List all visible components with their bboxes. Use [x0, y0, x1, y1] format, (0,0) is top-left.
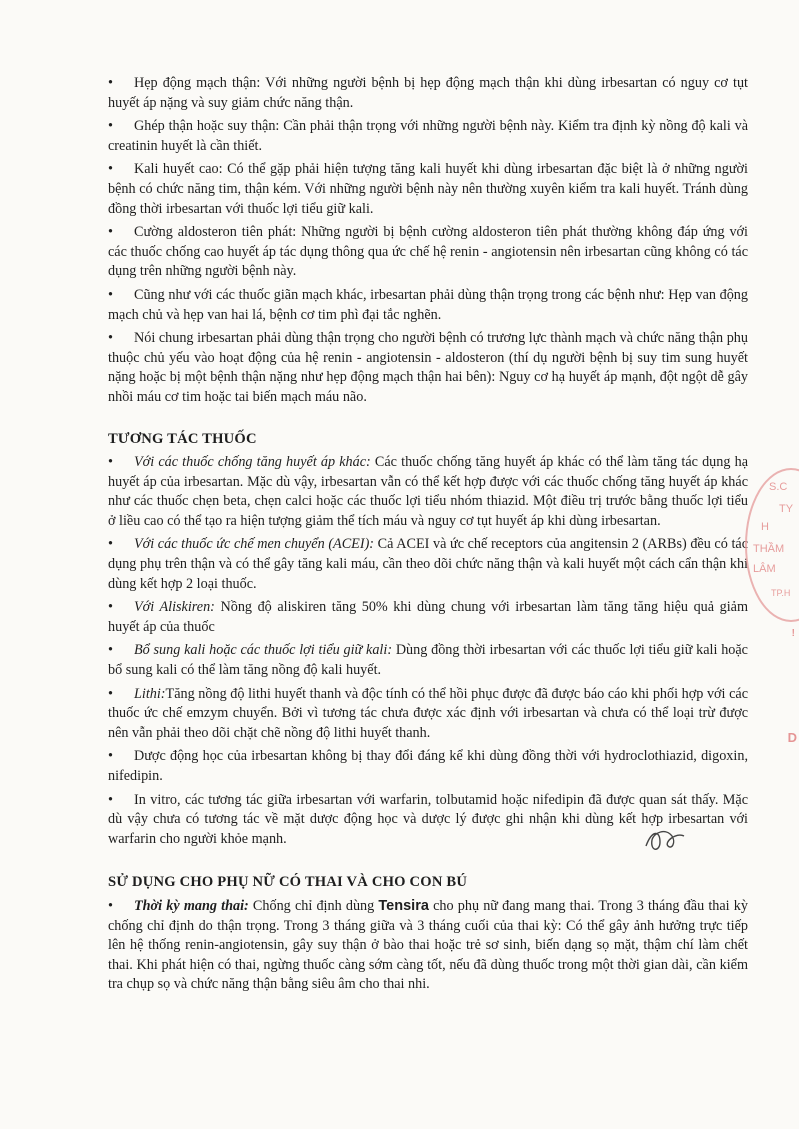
interaction-text: Dùng đồng thời irbesartan với các thuốc lợi tiểu giữ kali hoặc bổ sung kali có thể làm tăng nồng độ kali huyết.	[108, 642, 748, 679]
bullet-mark: •	[108, 536, 113, 553]
bullet-mark: •	[108, 642, 113, 659]
stamp-fragment: !	[791, 628, 795, 639]
bullet-mark: •	[108, 791, 113, 808]
bullet-mark: •	[108, 75, 113, 91]
bullet-mark: •	[108, 599, 113, 616]
precaution-text: Nói chung irbesartan phải dùng thận trọng cho người bệnh có trương lực thành mạch và chức năng thận phụ thuộc chủ yếu vào hoạt động của hệ renin - angiotensin - aldosteron (thí dụ người bệnh bị suy tim sung huyết nặng hoặc bị một bệnh thận nặng như hẹp động mạch thận hai bên): Nguy cơ hạ huyết áp mạnh, đột ngột dễ gây nhồi máu cơ tim hoặc tai biến mạch máu não.	[108, 330, 748, 405]
interaction-text: Nồng độ aliskiren tăng 50% khi dùng chung với irbesartan làm tăng tăng hiệu quả giảm huyết áp của thuốc	[108, 599, 749, 635]
precautions-list	[108, 74, 748, 408]
pregnancy-lead: Thời kỳ mang thai:	[134, 897, 249, 914]
precaution-item	[108, 223, 748, 282]
interaction-item	[108, 598, 748, 637]
precaution-item	[108, 160, 748, 219]
bullet-mark: •	[108, 685, 113, 702]
bullet-mark: •	[108, 161, 113, 178]
interaction-lead: Lithi:	[134, 685, 166, 702]
interaction-lead: Bổ sung kali hoặc các thuốc lợi tiểu giữ kali:	[134, 642, 393, 659]
section-heading-interactions: TƯƠNG TÁC THUỐC	[108, 430, 257, 447]
interaction-lead: Với các thuốc ức chế men chuyển (ACEI):	[134, 536, 375, 553]
section-heading-pregnancy: SỬ DỤNG CHO PHỤ NỮ CÓ THAI VÀ CHO CON BÚ	[108, 874, 468, 891]
handwritten-mark	[642, 826, 692, 856]
bullet-mark: •	[108, 224, 113, 241]
interaction-item	[108, 641, 748, 680]
document-page	[108, 74, 748, 999]
interaction-text: Tăng nồng độ lithi huyết thanh và độc tính có thể hồi phục được đã được báo cáo khi phối hợp với các thuốc ức chế emzym chuyển. Bởi vì tương tác chưa được xác định với irbesartan và chưa có thể loại trừ được nên vẫn phải theo dõi chặt chẽ nồng độ lithi huyết thanh.	[108, 685, 748, 741]
stamp-line: TP.H	[771, 588, 791, 598]
precaution-item	[108, 117, 748, 156]
precaution-text: Ghép thận hoặc suy thận: Cần phải thận trọng với những người bệnh này. Kiểm tra định kỳ nồng độ kali và creatinin huyết là cần thiết.	[108, 118, 748, 154]
bullet-mark: •	[108, 330, 113, 347]
bullet-mark: •	[108, 748, 113, 765]
bullet-mark: •	[108, 286, 113, 303]
stamp-line: THẦM	[753, 543, 785, 555]
bullet-mark: •	[108, 118, 113, 135]
bullet-mark: •	[108, 897, 113, 914]
interaction-text: Dược động học của irbesartan không bị thay đổi đáng kể khi dùng đồng thời với hydroclothiazid, digoxin, nifedipin.	[108, 748, 748, 784]
stamp-line: LÂM	[753, 563, 776, 575]
pregnancy-text-before: Chống chỉ định dùng	[248, 897, 379, 914]
stamp-line: H	[761, 521, 769, 533]
precaution-text: Kali huyết cao: Có thể gặp phải hiện tượng tăng kali huyết khi dùng irbesartan đặc biệt là ở những người bệnh có chức năng tim, thận kém. Với những người bệnh này nên thường xuyên kiểm tra kali huyết. Tránh dùng đồng thời irbesartan với thuốc lợi tiểu giữ kali.	[108, 161, 748, 217]
stamp-line: S.C	[769, 481, 788, 493]
stamp-fragment: D	[787, 730, 797, 745]
interaction-item	[108, 685, 748, 744]
interaction-item	[108, 453, 748, 531]
precaution-text: Cường aldosteron tiên phát: Những người bị bệnh cường aldosteron tiên phát thường không đáp ứng với các thuốc chống cao huyết áp tác dụng thông qua ức chế hệ renin - angiotensin nên irbesartan cũng không có tác dụng trên những người bệnh này.	[108, 224, 748, 280]
precaution-item	[108, 74, 748, 113]
precaution-text: Cũng như với các thuốc giãn mạch khác, irbesartan phải dùng thận trọng trong các bệnh như: Hẹp van động mạch chủ và hẹp van hai lá, bệnh cơ tim phì đại tắc nghẽn.	[108, 286, 748, 323]
interaction-text: In vitro, các tương tác giữa irbesartan với warfarin, tolbutamid hoặc nifedipin đã được quan sát thấy. Mặc dù vậy chưa có tương tác về mặt dược động học và dược lý được ghi nhận khi dùng kết hợp irbesartan với warfarin cho người khỏe mạnh.	[108, 791, 748, 847]
pregnancy-paragraph	[108, 897, 748, 995]
bullet-mark: •	[108, 454, 113, 471]
interaction-text: Các thuốc chống tăng huyết áp khác có thể làm tăng tác dụng hạ huyết áp của irbesartan. Mặc dù vậy, irbesartan vẫn có thể kết hợp được với các thuốc chống tăng huyết áp khác như các thuốc chẹn beta, chẹn calci hoặc các thuốc lợi tiểu nhóm thiazid. Một điều trị trước bằng thuốc lợi tiểu ở liều cao có thể tạo ra hiện tượng giảm thể tích máu và nguy cơ tụt huyết áp khi dùng irbesartan.	[108, 454, 748, 529]
company-stamp	[745, 468, 799, 622]
precaution-item	[108, 329, 748, 407]
stamp-line: TY	[779, 503, 794, 515]
interaction-item	[108, 535, 748, 594]
interactions-list	[108, 453, 748, 849]
interaction-lead: Với các thuốc chống tăng huyết áp khác:	[134, 454, 371, 471]
interaction-item	[108, 747, 748, 786]
precaution-item	[108, 286, 748, 325]
interaction-lead: Với Aliskiren:	[134, 599, 215, 616]
precaution-text: Hẹp động mạch thận: Với những người bệnh bị hẹp động mạch thận khi dùng irbesartan có nguy cơ tụt huyết áp nặng và suy giảm chức năng thận.	[108, 75, 748, 111]
pregnancy-text-after: cho phụ nữ đang mang thai. Trong 3 tháng đầu thai kỳ chống chỉ định do thận trọng. Trong 3 tháng giữa và 3 tháng cuối của thai kỳ: Có thể gây ảnh hưởng trực tiếp lên hệ thống renin-angiotensin, gây suy thận ở bào thai hoặc trẻ sơ sinh, biến dạng sọ mặt, thậm chí làm chết thai. Khi phát hiện có thai, ngừng thuốc càng sớm càng tốt, nếu đã dùng thuốc trong một thời gian dài, cần kiểm tra chụp sọ và chức năng thận bằng siêu âm cho thai nhi.	[108, 897, 748, 993]
interaction-text: Cả ACEI và ức chế receptors của angitensin 2 (ARBs) đều có tác dụng phụ trên thận và có thể gây tăng kali máu, cần theo dõi chức năng thận và kali huyết một cách cẩn thận khi dùng kết hợp 2 loại thuốc.	[108, 536, 748, 592]
brand-name: Tensira	[378, 897, 429, 914]
